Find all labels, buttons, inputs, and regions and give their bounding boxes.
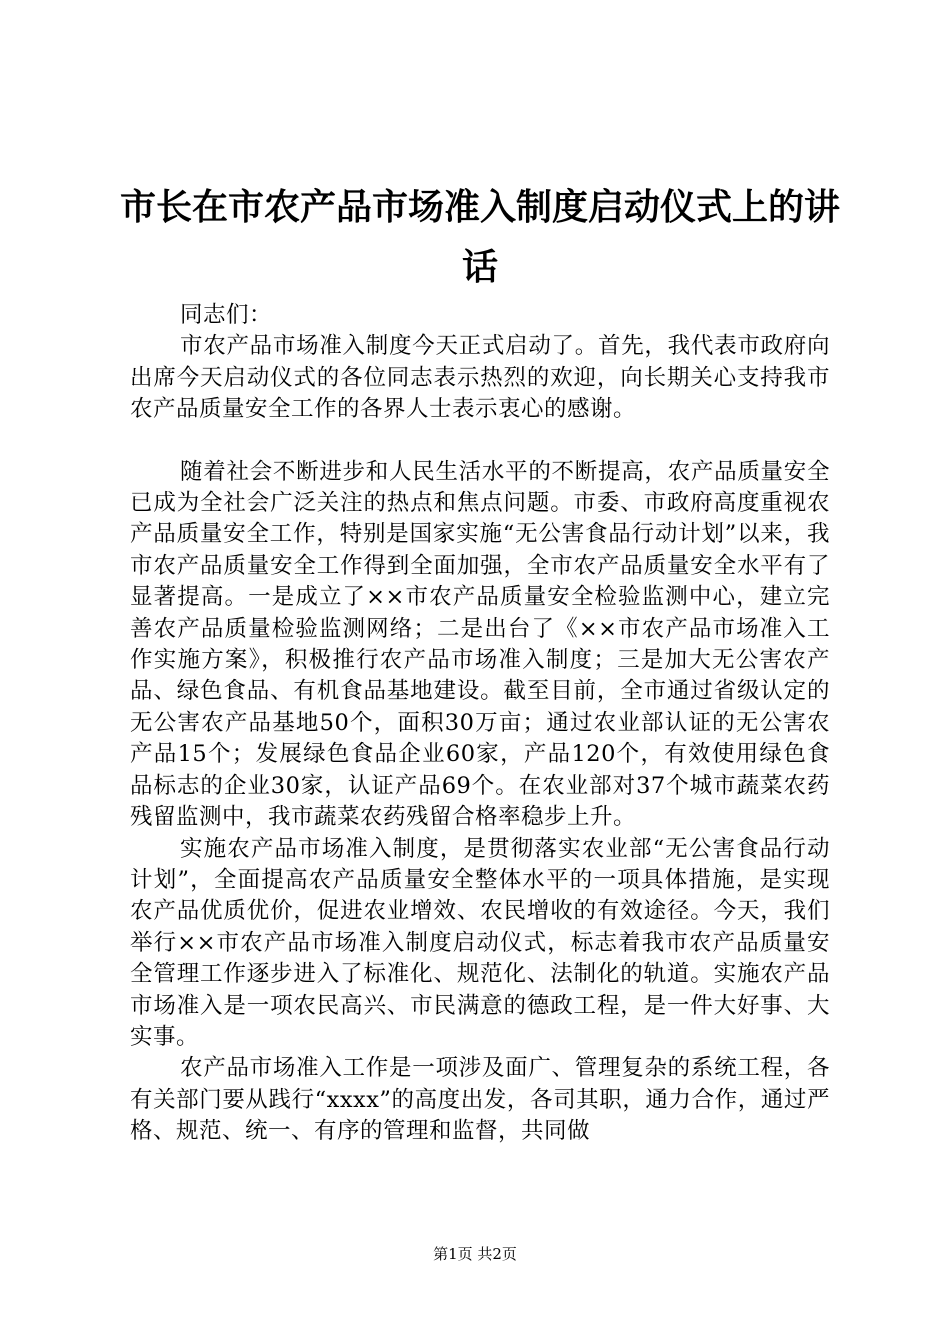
document-body [130, 300, 830, 1148]
paragraph-opening: 市农产品市场准入制度今天正式启动了。首先，我代表市政府向出席今天启动仪式的各位同志表示热烈的欢迎，向长期关心支持我市农产品质量安全工作的各界人士表示衷心的感谢。 [130, 333, 830, 423]
document-title-line-2: 话 [461, 247, 498, 288]
document-title-line-1: 市长在市农产品市场准入制度启动仪式上的讲 [119, 187, 840, 228]
paragraph-cooperation: 农产品市场准入工作是一项涉及面广、管理复杂的系统工程，各有关部门要从践行“xxxx”的高度出发，各司其职，通力合作，通过严格、规范、统一、有序的管理和监督，共同做 [130, 1055, 830, 1145]
salutation: 同志们： [180, 302, 273, 328]
paragraph-significance: 实施农产品市场准入制度，是贯彻落实农业部“无公害食品行动计划”，全面提高农产品质量安全整体水平的一项具体措施，是实现农产品优质优价，促进农业增效、农民增收的有效途径。今天，我们举行××市农产品市场准入制度启动仪式，标志着我市农产品质量安全管理工作逐步进入了标准化、规范化、法制化的轨道。实施农产品市场准入是一项农民高兴、市民满意的德政工程，是一件大好事、大实事。 [130, 835, 830, 1050]
page-number-footer: 第1页 共2页 [433, 1245, 517, 1263]
paragraph-achievements: 随着社会不断进步和人民生活水平的不断提高，农产品质量安全已成为全社会广泛关注的热点和焦点问题。市委、市政府高度重视农产品质量安全工作，特别是国家实施“无公害食品行动计划”以来，我市农产品质量安全工作得到全面加强，全市农产品质量安全水平有了显著提高。一是成立了××市农产品质量安全检验监测中心，建立完善农产品质量检验监测网络；二是出台了《××市农产品市场准入工作实施方案》，积极推行农产品市场准入制度；三是加大无公害农产品、绿色食品、有机食品基地建设。截至目前，全市通过省级认定的无公害农产品基地50个，面积30万亩；通过农业部认证的无公害农产品15个；发展绿色食品企业60家，产品120个，有效使用绿色食品标志的企业30家，认证产品69个。在农业部对37个城市蔬菜农药残留监测中，我市蔬菜农药残留合格率稳步上升。 [130, 458, 830, 831]
